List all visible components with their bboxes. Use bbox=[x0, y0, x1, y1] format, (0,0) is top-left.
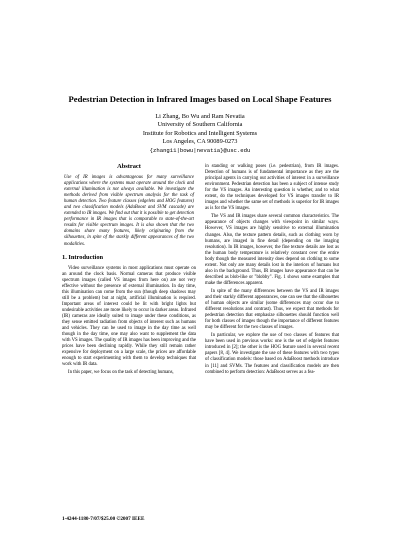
author-block bbox=[100, 113, 300, 155]
copyright-footer: 1-4244-1180-7/07/$25.00 ©2007 IEEE bbox=[62, 516, 145, 522]
right-paragraph-1: in standing or walking poses (i.e. pedestrian), from IR images. Detection of humans is of fundamental importance as they are the principal agents in carrying out activities of interest in a surveillance environment. Pedestrian detection has been a subject of intense study for the VS images. An interesting question is whether, and to what extent, do the techniques developed for VS images transfer to IR images and whether the same set of methods is superior for IR images as is for the VS images. bbox=[205, 164, 339, 212]
right-paragraph-3: In spite of the many differences between the VS and IR images and their starkly different appearances, one can see that the silhouettes of human objects are similar (some differences may occur due to different resolutions and contrast). Thus, we expect that methods for pedestrian detection that emphasize silhouettes should function well for both classes of images though the importance of different features may be different for the two classes of images. bbox=[205, 288, 339, 331]
abstract-text: Use of IR images is advantageous for many surveillance applications where the systems must operate around the clock and external illumination is not always available. We investigate the methods derived from visible spectrum analysis for the task of human detection. Two feature classes (edgelets and HOG features) and two classification models (AdaBoost and SVM cascade) are extended to IR images. We find out that it is possible to get detection performance in IR images that is comparable to state-of-the-art results for visible spectrum images. It is also shown that the two domains share many features, likely originating from the silhouettes, in spite of the starkly different appearances of the two modalities. bbox=[64, 175, 194, 247]
affiliation-institute: Institute for Robotics and Intelligent Systems bbox=[142, 129, 258, 137]
address: Los Angeles, CA 90089-0273 bbox=[162, 138, 238, 146]
paper-title: Pedestrian Detection in Infrared Images based on Local Shape Features bbox=[68, 94, 332, 104]
abstract-heading: Abstract bbox=[117, 163, 141, 170]
author-names: Li Zhang, Bo Wu and Ram Nevatia bbox=[155, 113, 245, 120]
intro-paragraph-2: In this paper, we focus on the task of detecting humans, bbox=[68, 370, 174, 376]
right-paragraph-4: In particular, we explore the use of two classes of features that have been used in previous works: one is the set of edgelet features introduced in [2]; the other is the HOG feature used in several recent papers [8, 4]. We investigate the use of these features with two types of classification models: those based on AdaBoost methods introduce in [11] and SVMs. The features and classification models are then combined to perform detection: AdaBoost serves as a fea- bbox=[205, 333, 339, 375]
right-paragraph-2: The VS and IR images share several common characteristics. The appearance of objects changes with viewpoint in similar ways. However, VS images are highly sensitive to external illumination changes. Also, the texture pattern details, such as clothing worn by humans, are imaged in fine detail (depending on the imaging resolution). In IR images, however, the fine texture details are lost as the human body temperature is relatively constant over the entire body though the measured intensity does depend on clothing to some extent. Not only are many details lost in the interiors of humans but also in the background. Thus, IR images have appearance that can be described as blob-like or "blobby". Fig. 1 shows some examples that make the differences apparent. bbox=[205, 214, 339, 286]
left-column bbox=[62, 163, 196, 378]
right-column bbox=[205, 164, 339, 378]
email: {zhang11|bowu|nevatia}@usc.edu bbox=[149, 146, 251, 154]
affiliation-university: University of Southern California bbox=[157, 121, 243, 129]
introduction-heading: 1. Introduction bbox=[62, 253, 104, 261]
intro-paragraph-1: Video surveillance systems in most applications must operate on an around the clock basis. Normal cameras that produce visible spectrum images (called VS images from here on) are not very effective without the presence of external illumination. In day time, this illumination can come from the sun (though deep shadows may still be a problem) but at night, artificial illumination is required. Important areas of interest could be lit with bright lights but undesirable activities are more likely to occur in darker areas. Infrared (IR) cameras are ideally suited to image under these conditions, as they sense emitted radiation from objects of interest such as humans and vehicles. They can be used to image in the day time as well though in the day time, one may also want to supplement the data with VS images. The quality of IR images has been improving and the prices have been declining rapidly. While they still remain rather expensive for deployment on a large scale, the prices are affordable enough to start experimenting with them to develop techniques that work with IR data. bbox=[62, 265, 196, 368]
